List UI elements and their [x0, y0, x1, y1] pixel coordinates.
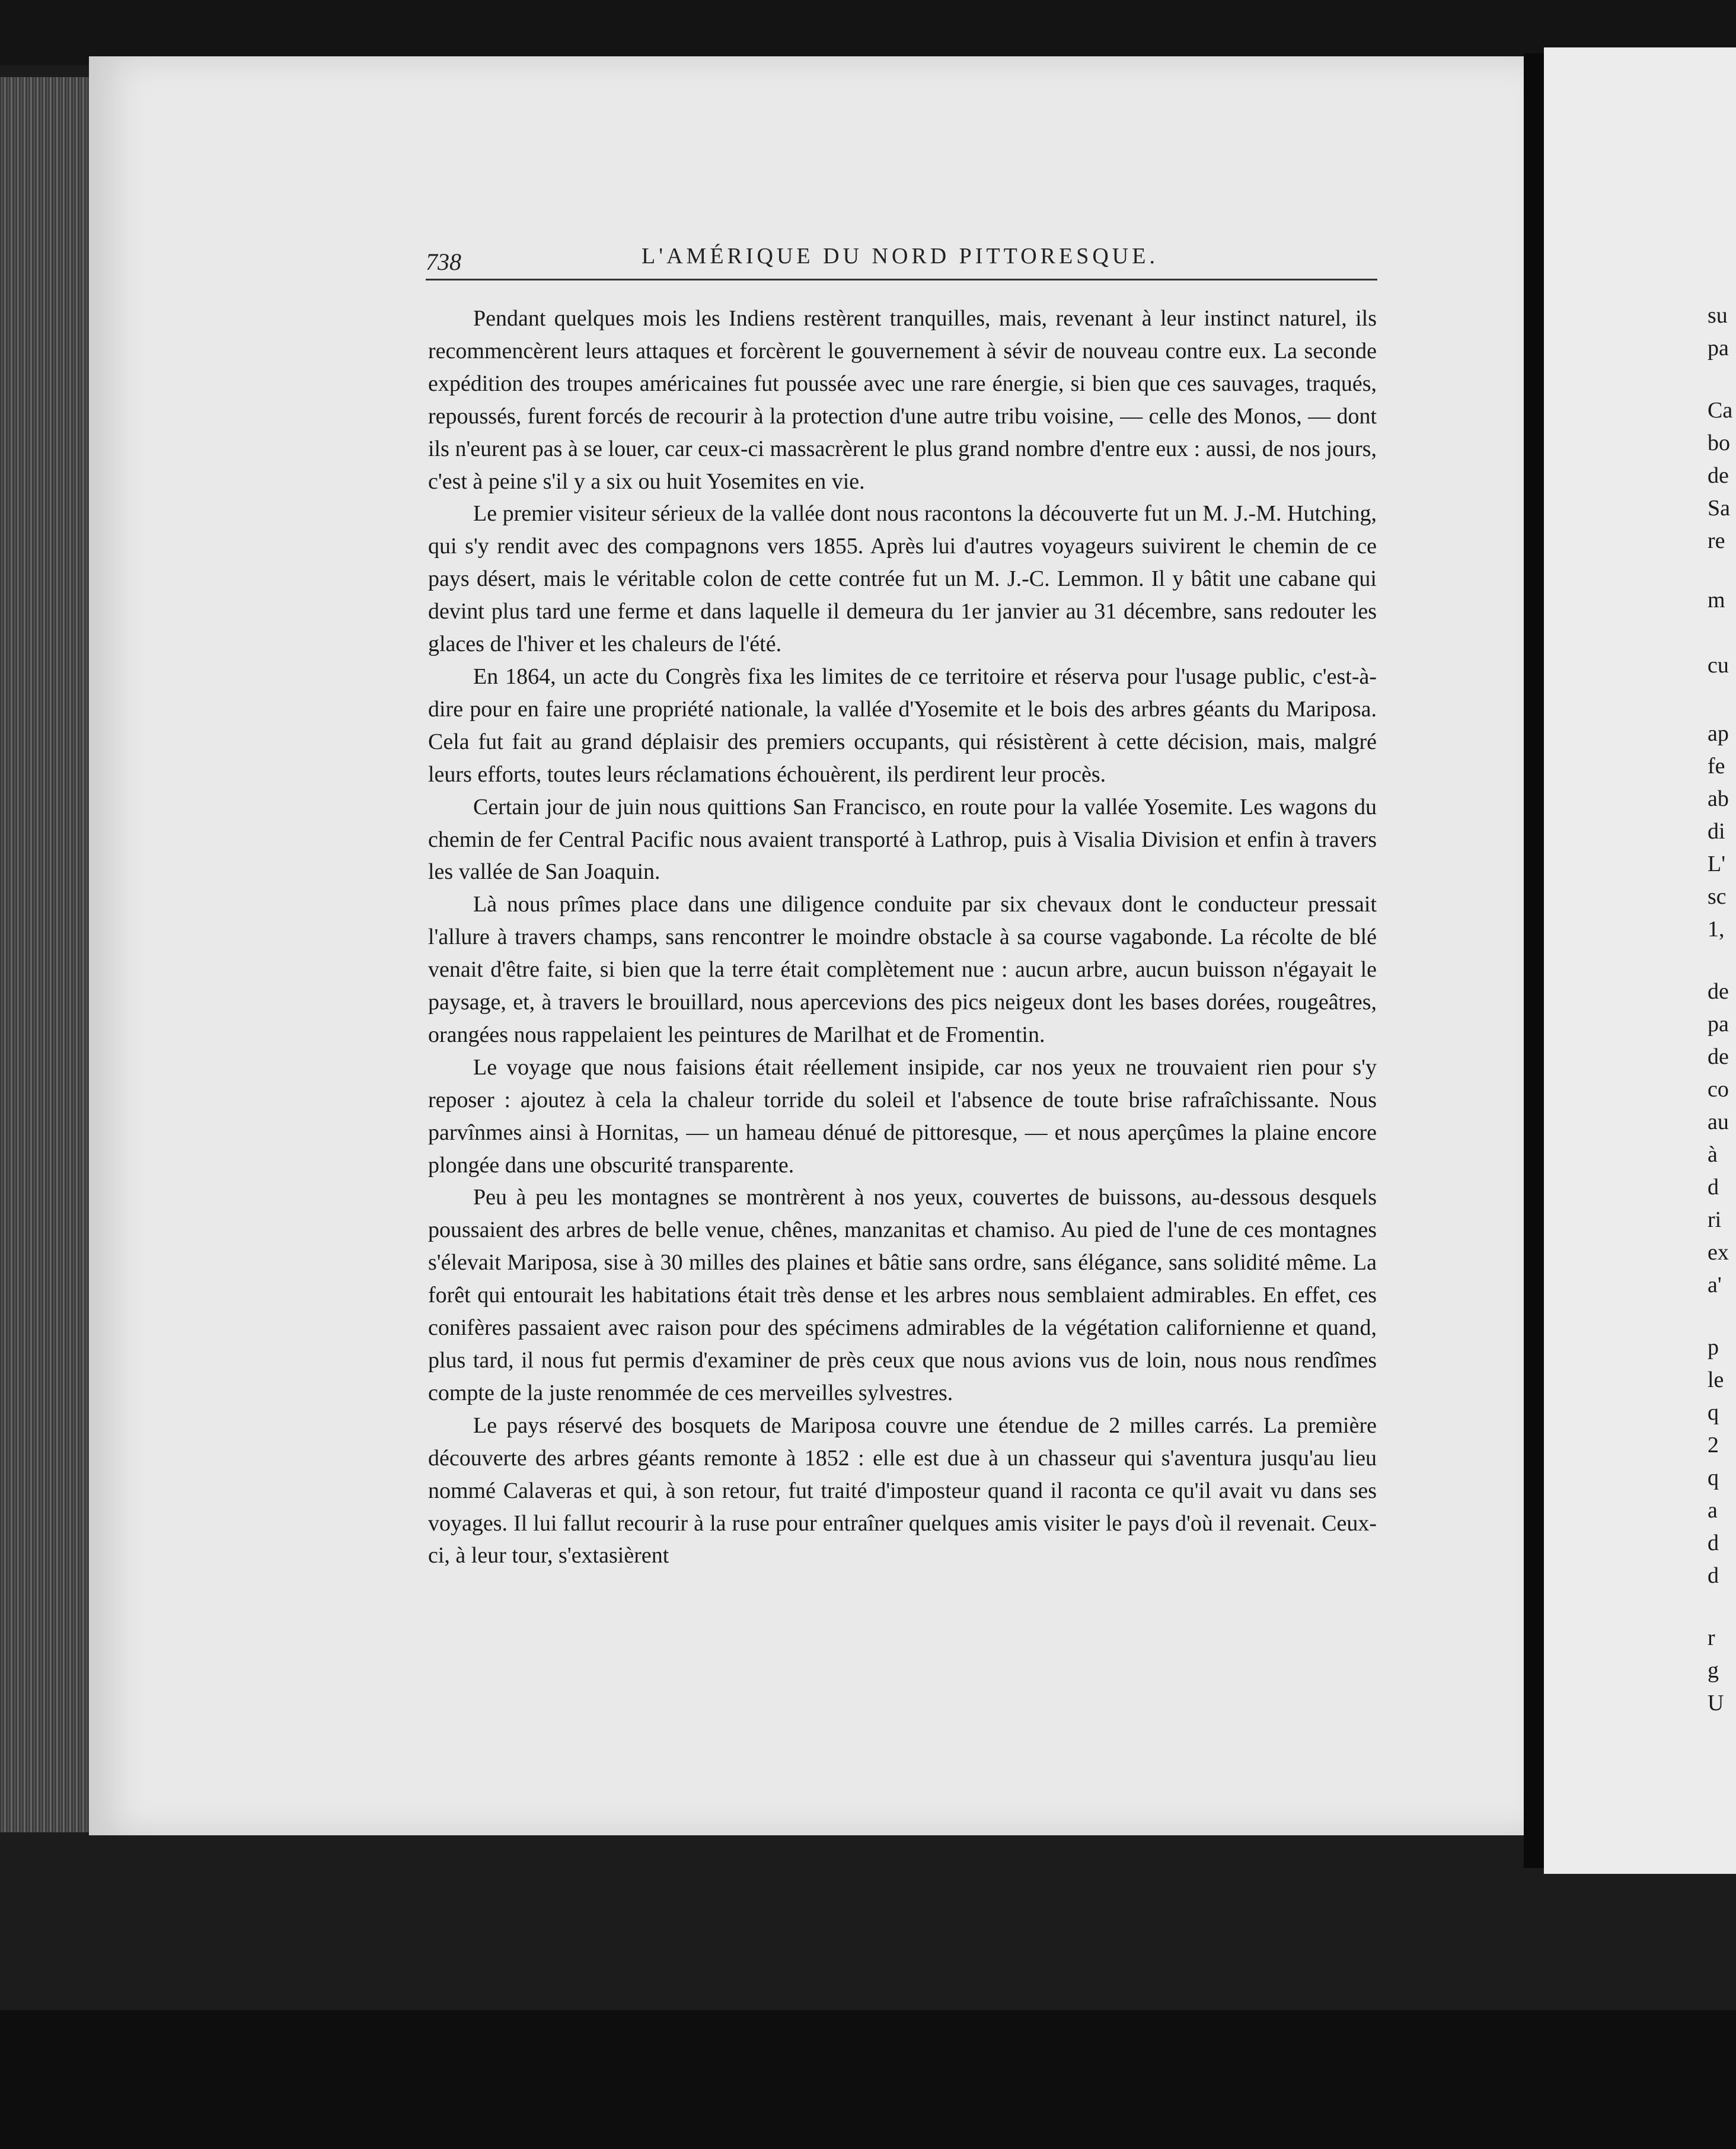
right-page-fragment: le: [1708, 1367, 1724, 1392]
right-page-fragment: co: [1708, 1077, 1729, 1102]
scan-bottom-background: [0, 2010, 1736, 2149]
right-page-fragment: pa: [1708, 1012, 1729, 1037]
paragraph: Le premier visiteur sérieux de la vallée dont nous racontons la découverte fut un M. J.-M. Hutching, qui s'y rendit avec des compagnons vers 1855. Après lui d'autres voyageurs suivirent le chemin de ce pays désert, mais le véritable colon de cette contrée fut un M. J.-C. Lemmon. Il y bâtit une cabane qui devint plus tard une ferme et dans laquelle il demeura du 1er janvier au 31 décembre, sans redouter les glaces de l'hiver et les chaleurs de l'été.: [428, 501, 1377, 657]
paragraph: Certain jour de juin nous quittions San Francisco, en route pour la vallée Yosemite. Les wagons du chemin de fer Central Pacific nous avaient transporté à Lathrop, puis à Visalia Division et enfin à travers les vallée de San Joaquin.: [428, 794, 1377, 885]
paragraph: Le voyage que nous faisions était réellement insipide, car nos yeux ne trouvaient rien pour s'y reposer : ajoutez à cela la chaleur torride du soleil et l'absence de toute brise rafraîchissante. Nous parvînmes ainsi à Hornitas, — un hameau dénué de pittoresque, — et nous aperçûmes la plaine encore plongée dans une obscurité transparente.: [428, 1054, 1377, 1178]
paragraph: En 1864, un acte du Congrès fixa les limites de ce territoire et réserva pour l'usage public, c'est-à-dire pour en faire une propriété nationale, la vallée d'Yosemite et le bois des arbres géants du Mariposa. Cela fut fait au grand déplaisir des premiers occupants, qui résistèrent à cette décision, mais, malgré leurs efforts, toutes leurs réclamations échouèrent, ils perdirent leur procès.: [428, 664, 1377, 787]
right-page-fragment: g: [1708, 1658, 1719, 1683]
right-page-fragment: Ca: [1708, 398, 1733, 423]
right-page-fragment: de: [1708, 979, 1729, 1004]
page-header: [426, 237, 1374, 279]
running-title: L'AMÉRIQUE DU NORD PITTORESQUE.: [642, 244, 1159, 269]
right-page-fragment: q: [1708, 1400, 1719, 1425]
paragraph: Le pays réservé des bosquets de Mariposa couvre une étendue de 2 milles carrés. La première découverte des arbres géants remonte à 1852 : elle est due à un chasseur qui s'aventura jusqu'au lieu nommé Calaveras et qui, à son retour, fut traité d'imposteur quand il raconta ce qu'il avait vu dans ses voyages. Il lui fallut recourir à la ruse pour entraîner quelques amis visiter le pays d'où il revenait. Ceux-ci, à leur tour, s'extasièrent: [428, 1413, 1377, 1568]
right-page-fragment: bo: [1708, 431, 1730, 455]
right-page-fragment: d: [1708, 1531, 1719, 1555]
right-page-fragment: L': [1708, 852, 1726, 876]
right-page-fragment: fe: [1708, 754, 1725, 779]
right-page-fragment: a: [1708, 1498, 1718, 1523]
right-page-fragment: U: [1708, 1691, 1724, 1716]
book-page-edges: [0, 77, 95, 1832]
right-page-fragment: à: [1708, 1142, 1718, 1167]
right-page-fragment: Sa: [1708, 496, 1730, 521]
book-gutter: [1524, 53, 1544, 1868]
right-page-fragment: ap: [1708, 721, 1729, 746]
right-page-fragment: su: [1708, 303, 1728, 328]
paragraph: Là nous prîmes place dans une diligence conduite par six chevaux dont le conducteur pressait l'allure à travers champs, sans rencontrer le moindre obstacle à sa course vagabonde. La récolte de blé venait d'être faite, si bien que la terre était complètement nue : aucun arbre, aucun buisson n'égayait le paysage, et, à travers le brouillard, nous apercevions des pics neigeux dont les bases dorées, rougeâtres, orangées nous rappelaient les peintures de Marilhat et de Fromentin.: [428, 892, 1377, 1047]
right-page-fragment: ri: [1708, 1207, 1722, 1232]
right-page-fragment: di: [1708, 819, 1725, 844]
body-text: [428, 302, 1377, 1572]
right-page-fragment: ex: [1708, 1240, 1729, 1265]
right-page-fragment: de: [1708, 1044, 1729, 1069]
paragraph: Peu à peu les montagnes se montrèrent à nos yeux, couvertes de buissons, au-dessous desquels poussaient des arbres de belle venue, chênes, manzanitas et chamiso. Au pied de l'une de ces montagnes s'élevait Mariposa, sise à 30 milles des plaines et bâtie sans ordre, sans élégance, sans solidité même. La forêt qui entourait les habitations était très dense et les arbres nous semblaient admirables. En effet, ces conifères passaient avec raison pour des spécimens admirables de la végétation californienne et quand, plus tard, il nous fut permis d'examiner de près ceux que nous avions vus de loin, nous nous rendîmes compte de la juste renommée de ces merveilles sylvestres.: [428, 1185, 1377, 1405]
right-page-fragment: au: [1708, 1109, 1729, 1134]
right-page-fragment: m: [1708, 588, 1725, 613]
right-page-fragment: sc: [1708, 884, 1727, 909]
right-page-fragment: q: [1708, 1465, 1719, 1490]
right-page-fragment: 1,: [1708, 917, 1725, 942]
right-page-fragment: d: [1708, 1175, 1719, 1200]
right-page-fragment: r: [1708, 1625, 1715, 1650]
page-number: 738: [426, 248, 461, 275]
paragraph: Pendant quelques mois les Indiens restèrent tranquilles, mais, revenant à leur instinct naturel, ils recommencèrent leurs attaques et forcèrent le gouvernement à sévir de nouveau contre eux. La seconde expédition des troupes américaines fut poussée avec une rare énergie, si bien que ces sauvages, traqués, repoussés, furent forcés de recourir à la protection d'une autre tribu voisine, — celle des Monos, — dont ils n'eurent pas à se louer, car ceux-ci massacrèrent le plus grand nombre d'entre eux : aussi, de nos jours, c'est à peine s'il y a six ou huit Yosemites en vie.: [428, 306, 1377, 494]
right-page-fragment: ab: [1708, 786, 1729, 811]
right-page-fragment: a': [1708, 1273, 1722, 1297]
right-page-fragment: d: [1708, 1563, 1719, 1588]
right-page-fragment: p: [1708, 1335, 1719, 1360]
right-page-fragment: pa: [1708, 336, 1729, 361]
header-rule: [426, 279, 1377, 280]
scan-top-background: [0, 0, 1736, 65]
right-page-fragment: de: [1708, 463, 1729, 488]
right-page-fragment: cu: [1708, 653, 1729, 678]
right-page-fragment: re: [1708, 528, 1725, 553]
right-page-fragment: 2: [1708, 1433, 1719, 1458]
